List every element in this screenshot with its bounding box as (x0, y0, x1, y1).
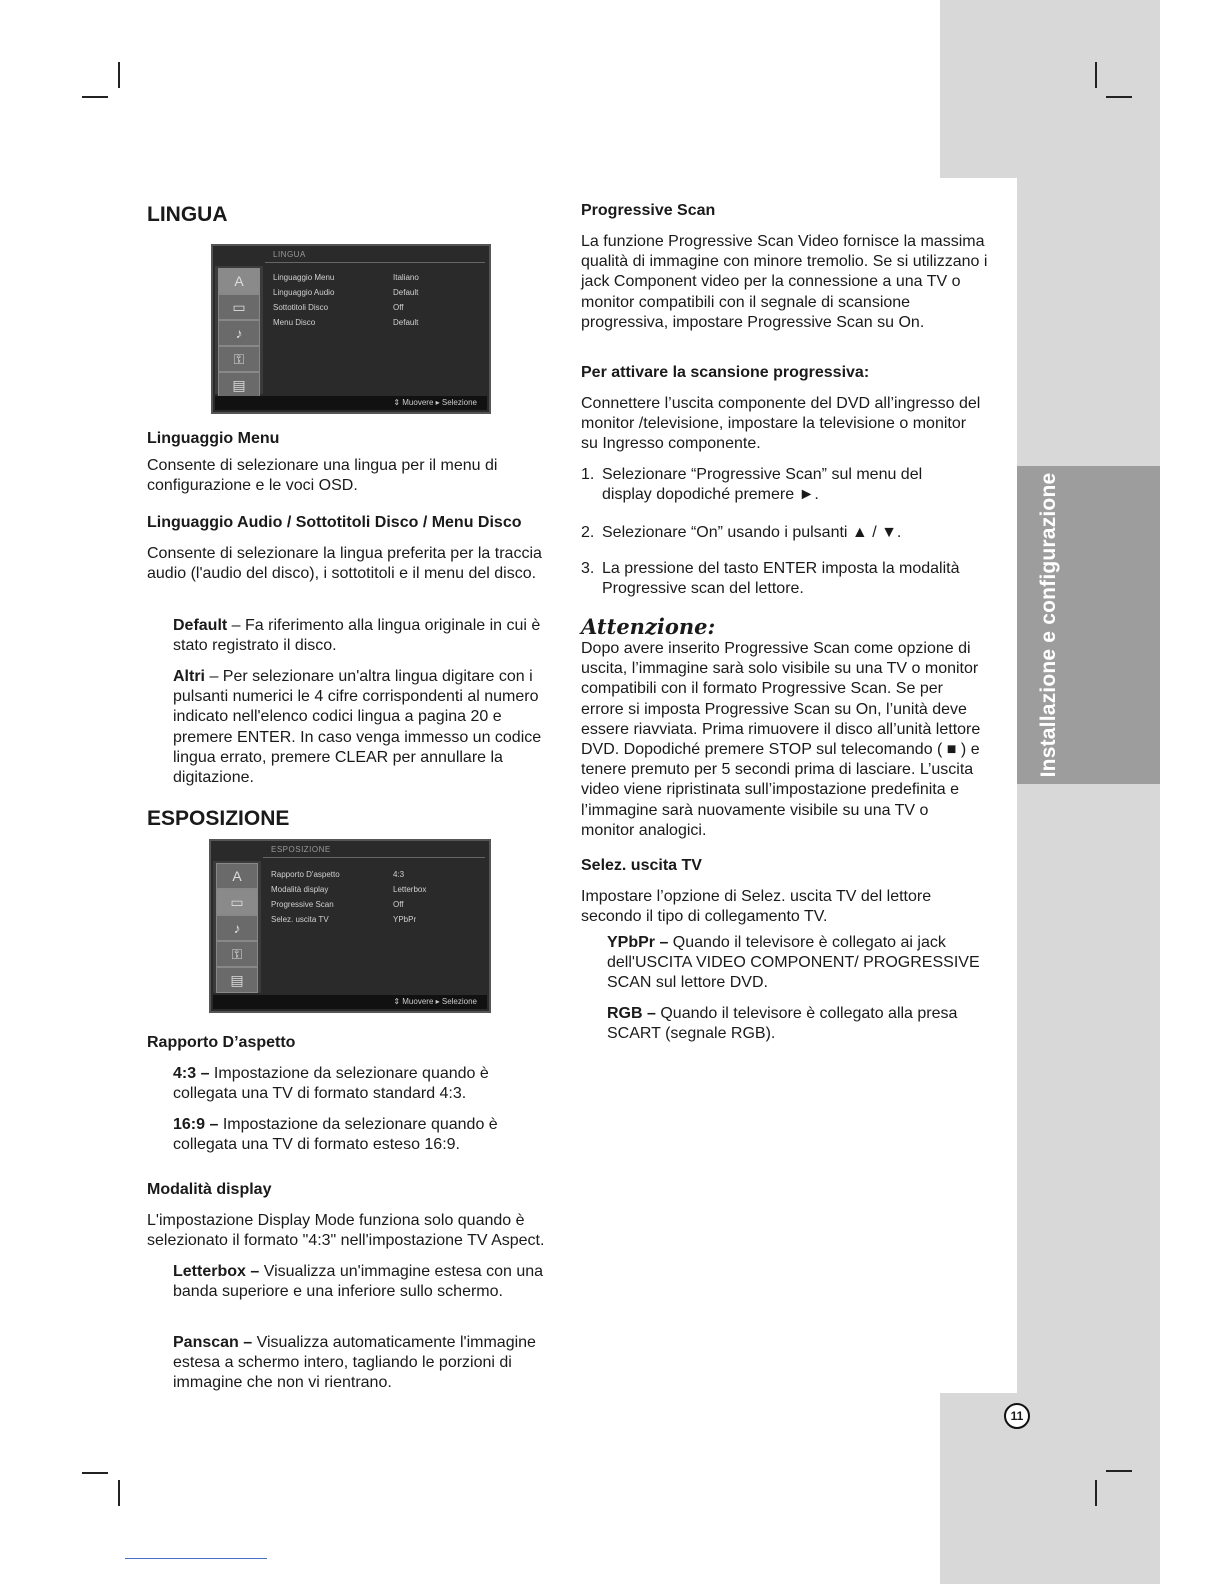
ratio-169-text: Impostazione da selezionare quando è collegata una TV di formato esteso 16:9. (173, 1116, 498, 1154)
osd-row-label: Rapporto D'aspetto (271, 870, 340, 879)
side-band (1017, 178, 1160, 1393)
side-band-top (940, 0, 1160, 178)
osd-row-label: Progressive Scan (271, 900, 334, 909)
language-icon: A (216, 863, 258, 889)
osd-row-label: Selez. uscita TV (271, 915, 329, 924)
altri-item (173, 667, 558, 788)
lock-icon: ⚿ (216, 941, 258, 967)
ypbpr-text: Quando il televisore è collegato ai jack dell'USCITA VIDEO COMPONENT/ PROGRESSIVE SCAN sul lettore DVD. (607, 934, 980, 992)
default-text: – Fa riferimento alla lingua originale in cui è stato registrato il disco. (173, 617, 541, 655)
section-tab-label: Installazione e configurazione (1037, 472, 1060, 778)
osd-row-value: Off (393, 900, 404, 909)
crop-mark (118, 1480, 120, 1506)
osd-row-value: 4:3 (393, 870, 405, 879)
linguaggio-menu-heading: Linguaggio Menu (147, 430, 280, 447)
progressive-text: La funzione Progressive Scan Video fornisce la massima qualità di immagine con minore tremolio. Se si utilizzano i jack Component video per la connessione a una TV o monitor compatibili con il segnale di scansione progressiva, impostare Progressive Scan su On. (581, 233, 988, 331)
osd-header: ESPOSIZIONE (271, 845, 331, 854)
rgb-item (607, 1004, 982, 1044)
crop-mark (1095, 62, 1097, 88)
osd-row-value: Italiano (393, 273, 419, 282)
crop-mark (1095, 1480, 1097, 1506)
audio-icon: ♪ (218, 320, 260, 346)
osd-header: LINGUA (273, 250, 306, 259)
other-icon: ▤ (218, 372, 260, 398)
ypbpr-item (607, 933, 982, 994)
default-item (173, 616, 558, 656)
letterbox-label: Letterbox – (173, 1263, 260, 1280)
altri-text: – Per selezionare un'altra lingua digitare con i pulsanti numerici le 4 cifre corrispondenti al numero indicato nell'elenco codici lingua a pagina 20 e premere ENTER. In caso venga immesso un codice lingua errato, premere CLEAR per annullare la digitazione. (173, 668, 542, 787)
linguaggio-menu-text: Consente di selezionare una lingua per il menu di configurazione e le voci OSD. (147, 457, 498, 495)
ypbpr-label: YPbPr – (607, 934, 669, 951)
panscan-text: Visualizza automaticamente l'immagine estesa a schermo intero, tagliando le porzioni di immagine che non vi rientrano. (173, 1334, 536, 1392)
linguaggio-audio-heading: Linguaggio Audio / Sottotitoli Disco / Menu Disco (147, 514, 522, 531)
ratio-43-label: 4:3 – (173, 1065, 210, 1082)
osd-separator (265, 262, 485, 263)
display-icon: ▭ (216, 889, 258, 915)
osd-row-label: Sottotitoli Disco (273, 303, 329, 312)
linguaggio-audio-text: Consente di selezionare la lingua preferita per la traccia audio (l'audio del disco), i sottotitoli e il menu del disco. (147, 545, 542, 583)
osd-row-value: Default (393, 288, 419, 297)
crop-mark (82, 1472, 108, 1474)
progressive-heading: Progressive Scan (581, 202, 716, 219)
crop-mark (1106, 96, 1132, 98)
page-number: 11 (1004, 1403, 1030, 1429)
attivare-text: Connettere l’uscita componente del DVD all’ingresso del monitor /televisione, impostare la televisione o monitor su Ingresso componente. (581, 395, 981, 453)
footer-rule (125, 1558, 267, 1559)
letterbox-text: Visualizza un'immagine estesa con una banda superiore e una inferiore sullo schermo. (173, 1263, 544, 1301)
letterbox-item (173, 1262, 553, 1302)
crop-mark (82, 96, 108, 98)
ratio-169-item (173, 1115, 553, 1155)
osd-row-label: Linguaggio Menu (273, 273, 335, 282)
osd-row-label: Modalità display (271, 885, 329, 894)
step-3-number: 3. (581, 560, 595, 577)
selez-uscita-heading: Selez. uscita TV (581, 857, 702, 874)
display-icon: ▭ (218, 294, 260, 320)
osd-row-value: Letterbox (393, 885, 427, 894)
lingua-heading: LINGUA (147, 203, 228, 226)
step-2-number: 2. (581, 524, 595, 541)
lock-icon: ⚿ (218, 346, 260, 372)
esposizione-heading: ESPOSIZIONE (147, 807, 290, 830)
other-icon: ▤ (216, 967, 258, 993)
altri-label: Altri (173, 668, 205, 685)
osd-footer: ⇕ Muovere ▸ Selezione (213, 995, 487, 1009)
osd-row-value: Off (393, 303, 404, 312)
step-2-text: Selezionare “On” usando i pulsanti ▲ / ▼. (602, 524, 902, 541)
osd-row-value: Default (393, 318, 419, 327)
panscan-item (173, 1333, 553, 1394)
rgb-text: Quando il televisore è collegato alla presa SCART (segnale RGB). (607, 1005, 958, 1043)
osd-row-label: Menu Disco (273, 318, 316, 327)
step-3-text: La pressione del tasto ENTER imposta la modalità Progressive scan del lettore. (602, 560, 960, 598)
attivare-heading: Per attivare la scansione progressiva: (581, 364, 870, 381)
modalita-text: L'impostazione Display Mode funziona solo quando è selezionato il formato "4:3" nell'impostazione TV Aspect. (147, 1212, 545, 1250)
lingua-osd-screenshot (211, 244, 491, 414)
crop-mark (118, 62, 120, 88)
default-label: Default (173, 617, 228, 634)
crop-mark (1106, 1470, 1132, 1472)
ratio-169-label: 16:9 – (173, 1116, 219, 1133)
osd-footer: ⇕ Muovere ▸ Selezione (215, 396, 487, 410)
language-icon: A (218, 268, 260, 294)
step-1-text: Selezionare “Progressive Scan” sul menu del display dopodiché premere ►. (602, 466, 923, 504)
panscan-label: Panscan – (173, 1334, 253, 1351)
step-1-number: 1. (581, 466, 595, 483)
ratio-43-text: Impostazione da selezionare quando è collegata una TV di formato standard 4:3. (173, 1065, 489, 1103)
ratio-43-item (173, 1064, 553, 1104)
osd-separator (263, 857, 485, 858)
side-band-bottom (940, 1393, 1160, 1584)
osd-row-value: YPbPr (393, 915, 417, 924)
selez-uscita-text: Impostare l’opzione di Selez. uscita TV del lettore secondo il tipo di collegamento TV. (581, 888, 932, 926)
rapporto-heading: Rapporto D’aspetto (147, 1034, 296, 1051)
attenzione-heading: Attenzione: (581, 614, 716, 639)
audio-icon: ♪ (216, 915, 258, 941)
modalita-heading: Modalità display (147, 1181, 272, 1198)
attenzione-text: Dopo avere inserito Progressive Scan come opzione di uscita, l’immagine sarà solo visibile su una TV o monitor compatibili con il formato Progressive Scan. Se per errore si imposta Progressive Scan su On, l’unità deve essere riavviata. Prima rimuovere il disco all’unità lettore DVD. Dopodiché premere STOP sul telecomando ( ■ ) e tenere premuto per 5 secondi prima di lasciare. L’uscita video viene ripristinata sull’impostazione predefinita e l’immagine sarà nuovamente visibile su una TV o monitor analogici. (581, 640, 981, 839)
rgb-label: RGB – (607, 1005, 656, 1022)
esposizione-osd-screenshot (209, 839, 491, 1013)
osd-row-label: Linguaggio Audio (273, 288, 335, 297)
